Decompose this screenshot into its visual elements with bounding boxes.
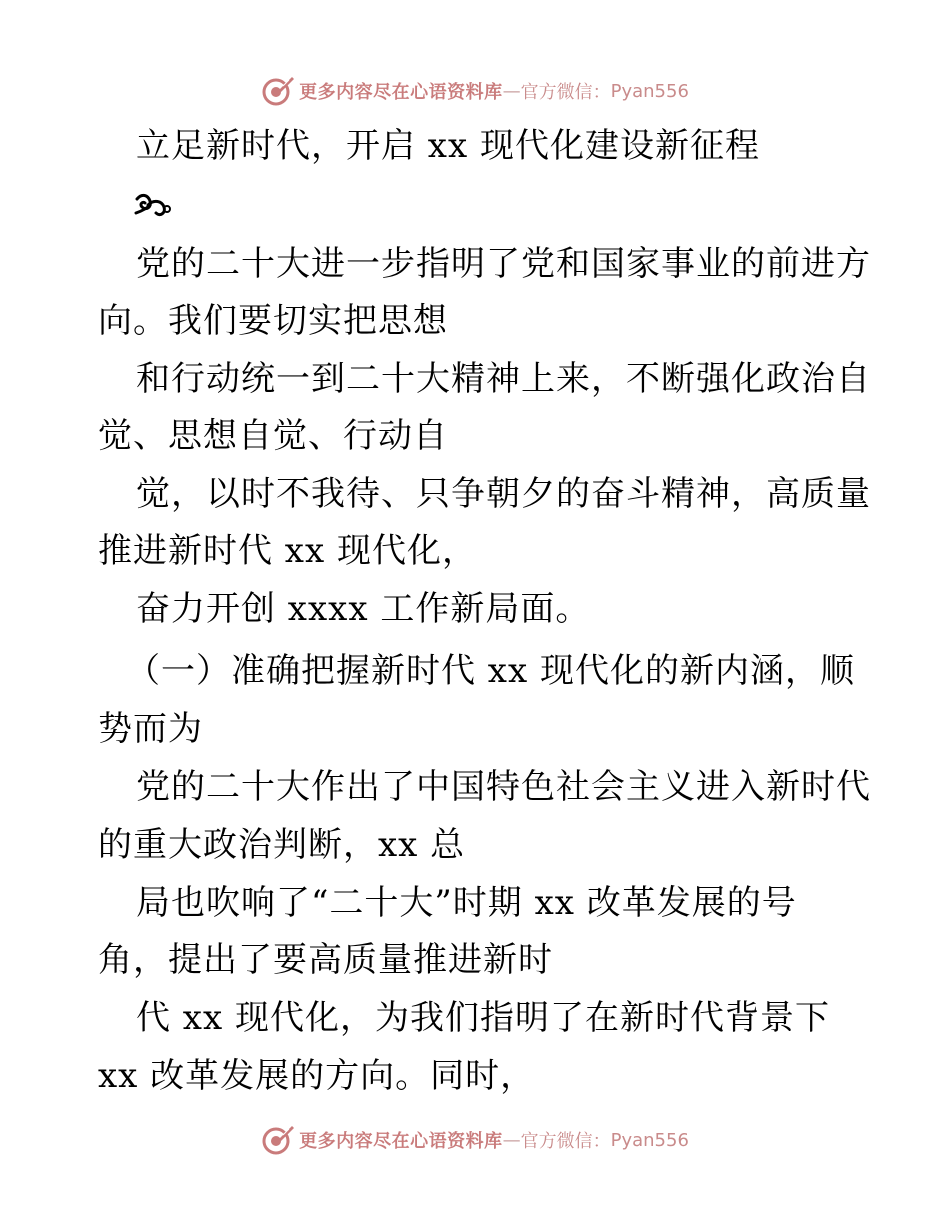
- paragraph-line: 奋力开创 xxxx 工作新局面。: [136, 589, 591, 629]
- fleuron-ornament-icon: [134, 189, 174, 223]
- banner-official-label: 官方微信：: [520, 1131, 611, 1152]
- banner-wechat-id: Pyan556: [610, 1129, 689, 1151]
- document-title: 立足新时代，开启 xx 现代化建设新征程: [136, 126, 760, 166]
- banner-wechat-id: Pyan556: [610, 80, 689, 102]
- banner-dash: —: [502, 1129, 521, 1151]
- section-heading-cont: 势而为: [98, 709, 203, 749]
- paragraph-line: 党的二十大作出了中国特色社会主义进入新时代: [136, 767, 871, 807]
- paragraph-line: 向。我们要切实把思想: [98, 301, 448, 341]
- paragraph-line: 和行动统一到二十大精神上来，不断强化政治自: [136, 359, 871, 399]
- paragraph-line: 的重大政治判断，xx 总: [98, 825, 466, 865]
- paragraph-line: 觉，以时不我待、只争朝夕的奋斗精神，高质量: [136, 474, 871, 514]
- banner-main-text: 更多内容尽在心语资料库: [299, 82, 503, 103]
- banner-main-text: 更多内容尽在心语资料库: [299, 1131, 503, 1152]
- paragraph-line: 角，提出了要高质量推进新时: [98, 940, 553, 980]
- quill-logo-icon: [261, 1123, 295, 1157]
- banner-dash: —: [502, 80, 521, 102]
- paragraph-line: 局也吹响了“二十大”时期 xx 改革发展的号: [136, 883, 797, 923]
- banner-official-label: 官方微信：: [520, 82, 611, 103]
- paragraph-line: 党的二十大进一步指明了党和国家事业的前进方: [136, 244, 871, 284]
- paragraph-line: 代 xx 现代化，为我们指明了在新时代背景下: [136, 998, 830, 1038]
- footer-banner: [0, 1120, 950, 1160]
- paragraph-line: xx 改革发展的方向。同时，: [98, 1056, 536, 1096]
- section-heading: （一）准确把握新时代 xx 现代化的新内涵，顺: [126, 651, 855, 691]
- paragraph-line: 觉、思想自觉、行动自: [98, 416, 448, 456]
- paragraph-line: 推进新时代 xx 现代化，: [98, 531, 477, 571]
